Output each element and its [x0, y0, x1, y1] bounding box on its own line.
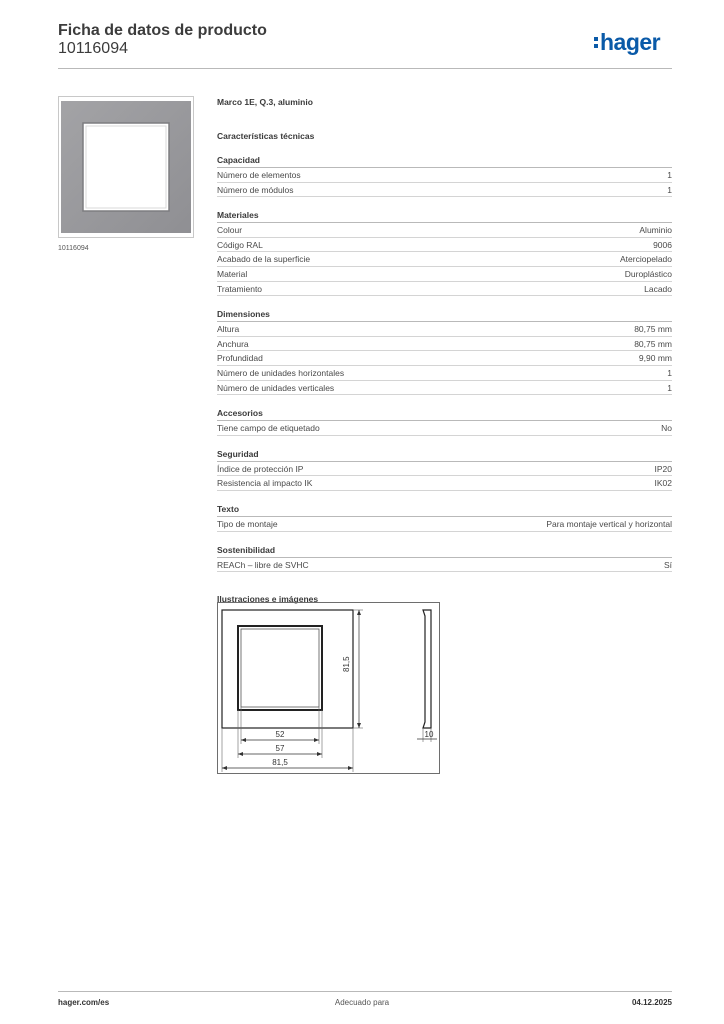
spec-label: Resistencia al impacto IK	[217, 478, 313, 489]
spec-value: Lacado	[644, 283, 672, 294]
spec-row	[217, 421, 672, 436]
dimension-drawing	[217, 602, 440, 774]
spec-label: Tratamiento	[217, 283, 263, 294]
spec-label: Colour	[217, 225, 243, 236]
spec-value: Sí	[663, 559, 672, 570]
product-image	[58, 96, 194, 238]
spec-label: Código RAL	[217, 239, 263, 250]
product-number: 10116094	[58, 40, 128, 57]
spec-label: Número de unidades horizontales	[217, 367, 345, 378]
spec-value: 80,75 mm	[634, 338, 672, 349]
section-title: Texto	[217, 503, 672, 517]
spec-value: 80,75 mm	[634, 324, 672, 335]
tech-heading: Características técnicas	[217, 131, 315, 141]
footer-website-link[interactable]: hager.com/es	[58, 998, 110, 1007]
spec-label: Tipo de montaje	[217, 518, 278, 529]
spec-sections	[217, 154, 672, 572]
section-title: Capacidad	[217, 154, 672, 168]
spec-value: 1	[667, 184, 672, 195]
spec-row	[217, 183, 672, 198]
spec-label: Altura	[217, 324, 240, 335]
spec-section	[217, 308, 672, 395]
spec-section	[217, 448, 672, 491]
spec-row	[217, 517, 672, 532]
spec-row	[217, 238, 672, 253]
spec-value: 1	[667, 170, 672, 180]
spec-value: Duroplástico	[624, 268, 672, 279]
section-title: Materiales	[217, 209, 672, 223]
spec-row	[217, 381, 672, 396]
spec-row	[217, 462, 672, 477]
spec-section	[217, 503, 672, 532]
spec-row	[217, 322, 672, 337]
dim-height: 81,5	[342, 656, 351, 672]
drawing-border	[218, 603, 440, 774]
spec-value: 1	[667, 382, 672, 393]
spec-label: Índice de protección IP	[217, 463, 304, 474]
spec-section	[217, 209, 672, 296]
spec-label: Número de unidades verticales	[217, 382, 335, 393]
spec-section	[217, 154, 672, 197]
logo-text: hager	[600, 29, 661, 55]
front-inner-frame	[241, 629, 319, 707]
dim-inner: 52	[275, 730, 285, 739]
spec-row	[217, 282, 672, 297]
section-title: Seguridad	[217, 448, 672, 462]
spec-value: Aterciopelado	[620, 254, 672, 265]
spec-label: Acabado de la superficie	[217, 254, 311, 265]
spec-row	[217, 558, 672, 573]
spec-row	[217, 252, 672, 267]
section-title: Dimensiones	[217, 308, 672, 322]
page-title: Ficha de datos de producto	[58, 22, 267, 39]
spec-row	[217, 351, 672, 366]
dim-middle: 57	[275, 744, 285, 753]
section-title: Accesorios	[217, 407, 672, 421]
spec-label: Número de elementos	[217, 170, 301, 180]
front-middle-frame	[238, 626, 322, 710]
spec-label: Número de módulos	[217, 184, 294, 195]
spec-label: Profundidad	[217, 353, 263, 364]
logo-dots-icon	[594, 35, 599, 49]
hager-logo[interactable]	[594, 29, 660, 56]
dim-outer: 81,5	[272, 758, 288, 767]
spec-section	[217, 544, 672, 573]
dim-depth: 10	[424, 730, 434, 739]
spec-value: IP20	[654, 463, 672, 474]
spec-row	[217, 476, 672, 491]
section-title: Sostenibilidad	[217, 544, 672, 558]
spec-value: IK02	[654, 478, 672, 489]
header-divider	[58, 68, 672, 69]
spec-value: 9006	[653, 239, 672, 250]
spec-value: 9,90 mm	[638, 353, 672, 364]
spec-section	[217, 407, 672, 436]
spec-row	[217, 337, 672, 352]
spec-row	[217, 366, 672, 381]
spec-row	[217, 223, 672, 238]
spec-value: 1	[667, 367, 672, 378]
side-view	[423, 610, 431, 728]
product-name: Marco 1E, Q.3, aluminio	[217, 97, 313, 107]
spec-value: No	[661, 423, 672, 434]
footer-center-text: Adecuado para	[334, 998, 390, 1007]
spec-label: REACh – libre de SVHC	[217, 559, 309, 570]
spec-value: Para montaje vertical y horizontal	[546, 518, 672, 529]
footer-divider	[58, 991, 672, 992]
spec-label: Material	[217, 268, 248, 279]
spec-content	[217, 96, 672, 605]
spec-label: Anchura	[217, 338, 249, 349]
spec-row	[217, 168, 672, 183]
illustrations-heading: Ilustraciones e imágenes	[217, 594, 319, 605]
image-caption: 10116094	[58, 245, 89, 252]
footer-date: 04.12.2025	[631, 998, 672, 1007]
spec-row	[217, 267, 672, 282]
spec-label: Tiene campo de etiquetado	[217, 423, 320, 434]
spec-value: Aluminio	[639, 225, 672, 236]
